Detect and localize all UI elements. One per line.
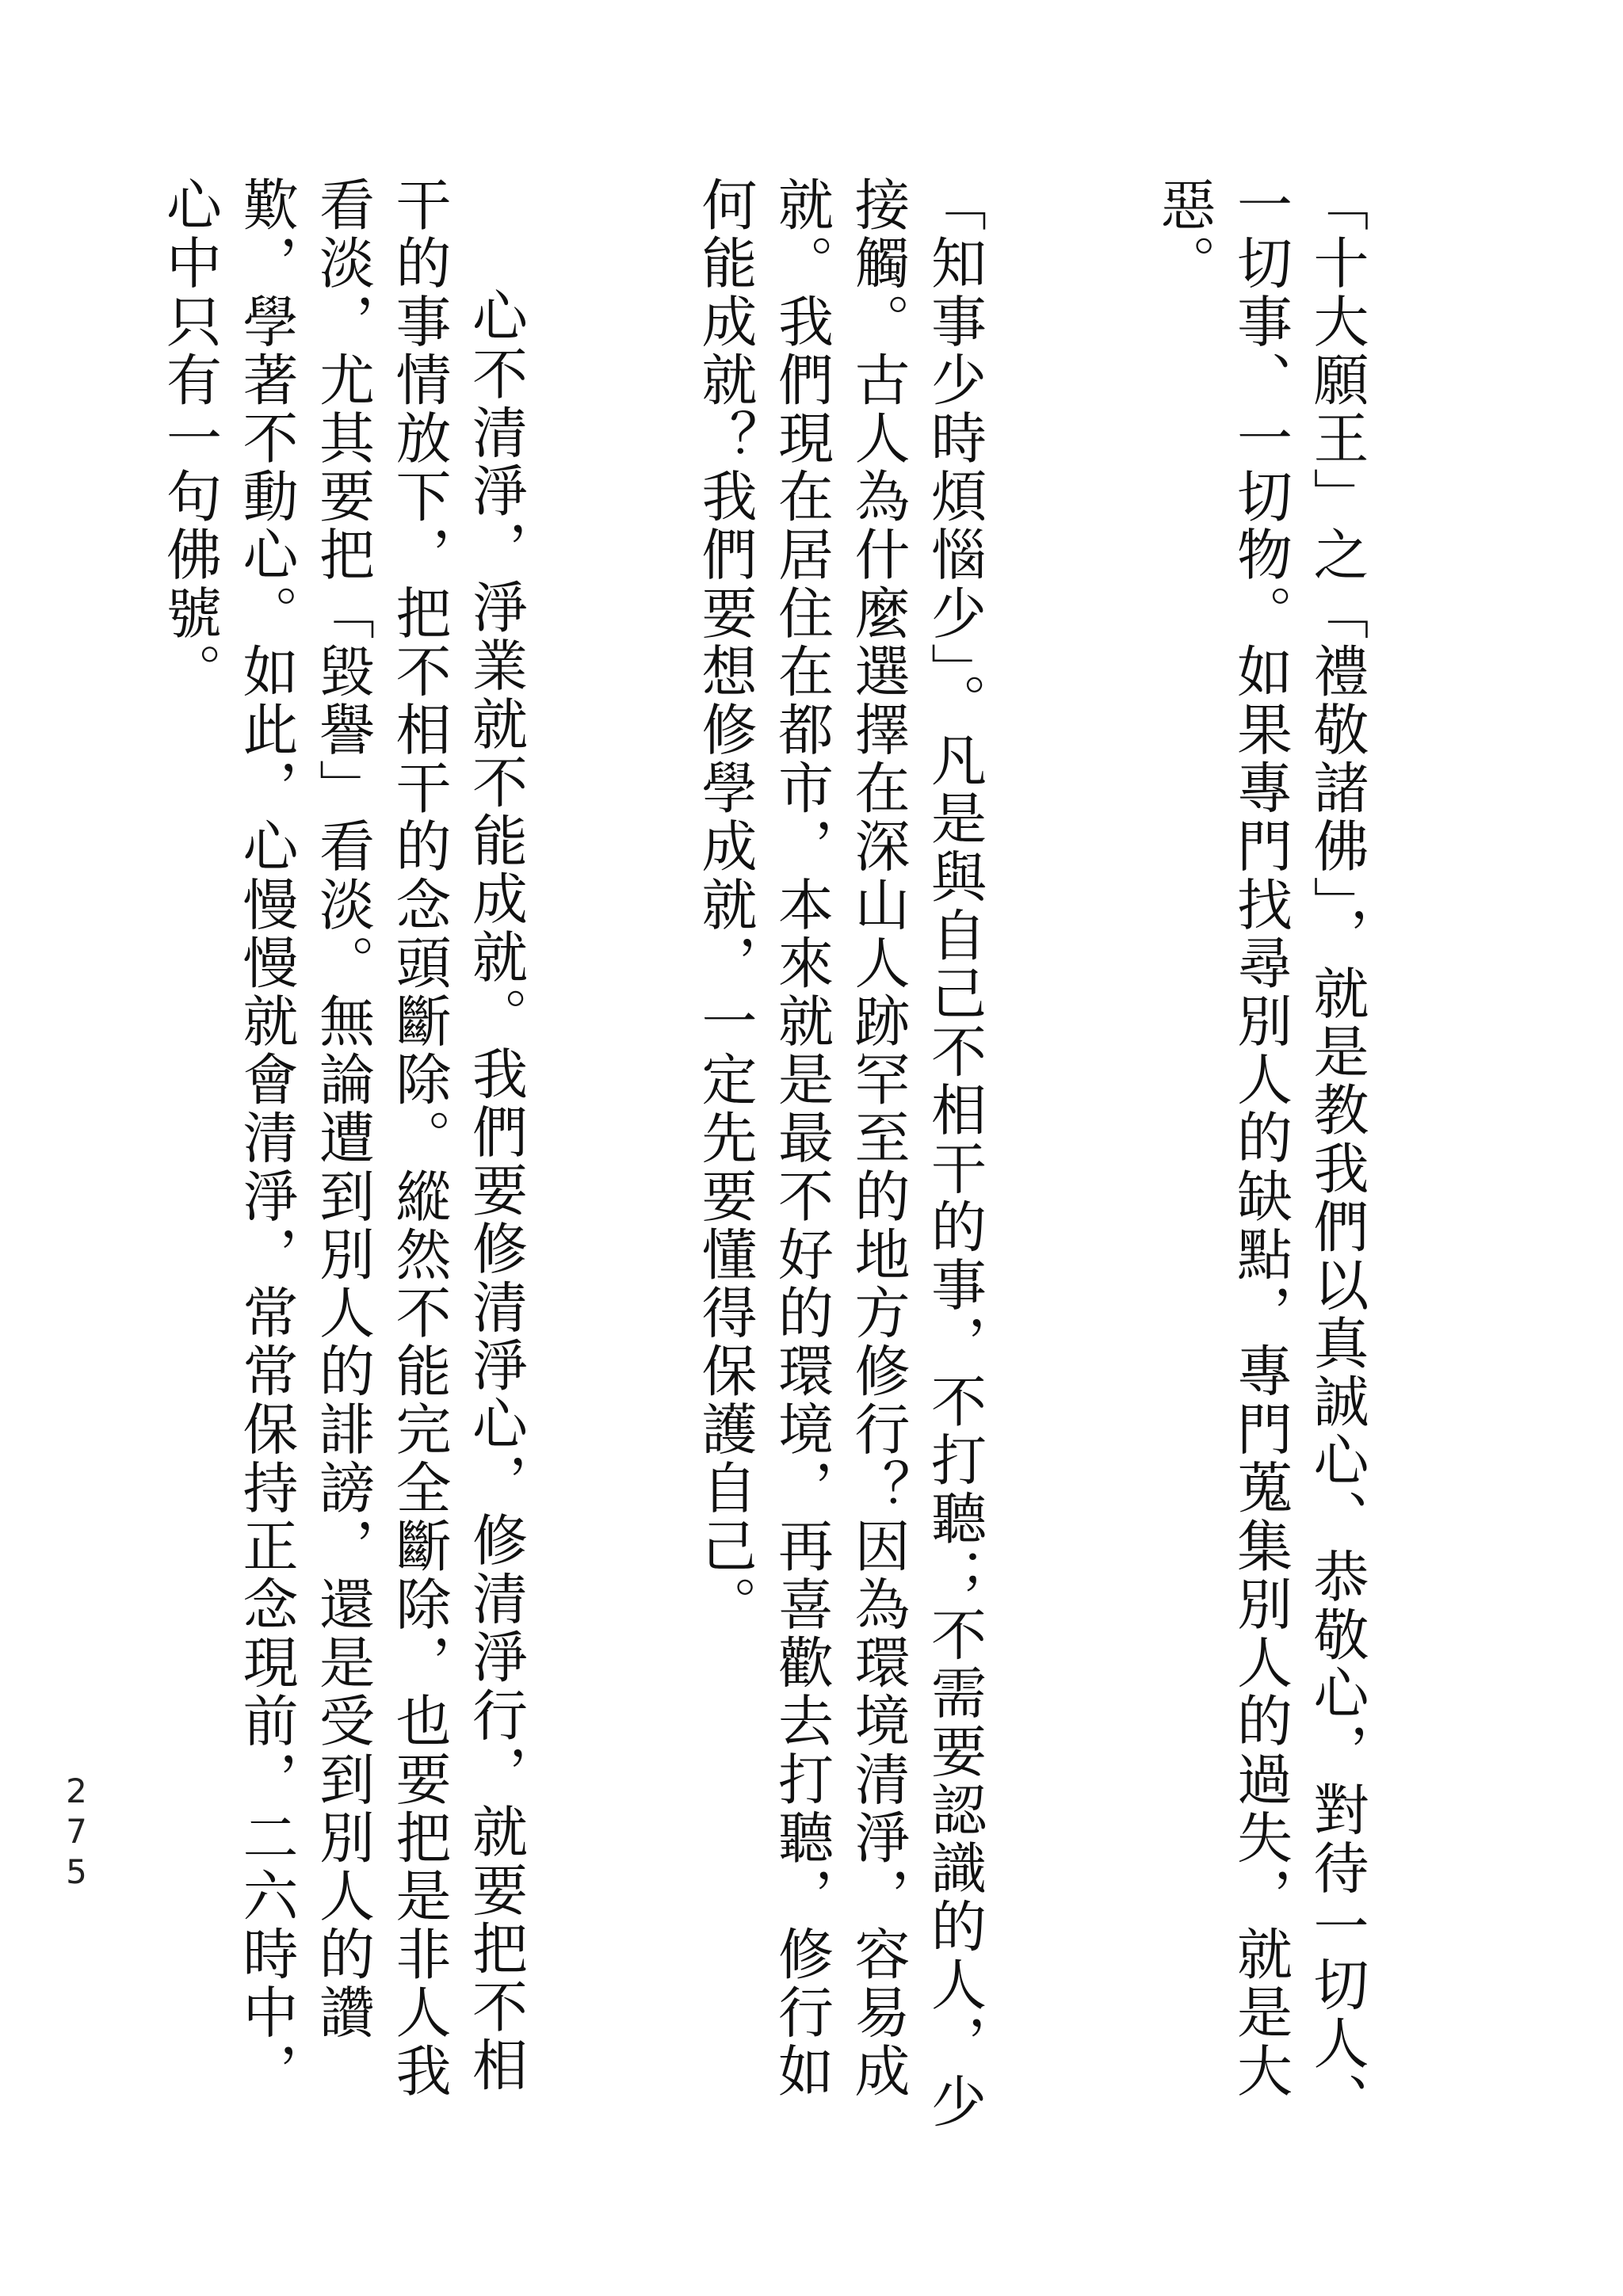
paragraph-3: 心不清淨，淨業就不能成就。我們要修清淨心，修清淨行，就要把不相干的事情放下，把不相干的念頭斷除。縱然不能完全斷除，也要把是非人我看淡，尤其要把「毀譽」看淡。無論遭到別人的誹謗，還是受到別人的讚歎，學著不動心。如此，心慢慢就會清淨，常常保持正念現前，二六時中，心中只有一句佛號。 <box>157 176 529 2100</box>
paragraph-1: 「十大願王」之「禮敬諸佛」，就是教我們以真誠心、恭敬心，對待一切人、一切事、一切物。如果專門找尋別人的缺點，專門蒐集別人的過失，就是大惡。 <box>1151 176 1369 2131</box>
paragraph-2: 「知事少時煩惱少」。凡是與自己不相干的事，不打聽；不需要認識的人，少接觸。古人為什麼選擇在深山人跡罕至的地方修行？因為環境清淨，容易成就。我們現在居住在都市，本來就是最不好的環境，再喜歡去打聽，修行如何能成就？我們要想修學成就，一定先要懂得保護自己。 <box>693 176 987 2131</box>
page-number: 275 <box>57 1772 96 1893</box>
body-text <box>0 176 1528 2133</box>
